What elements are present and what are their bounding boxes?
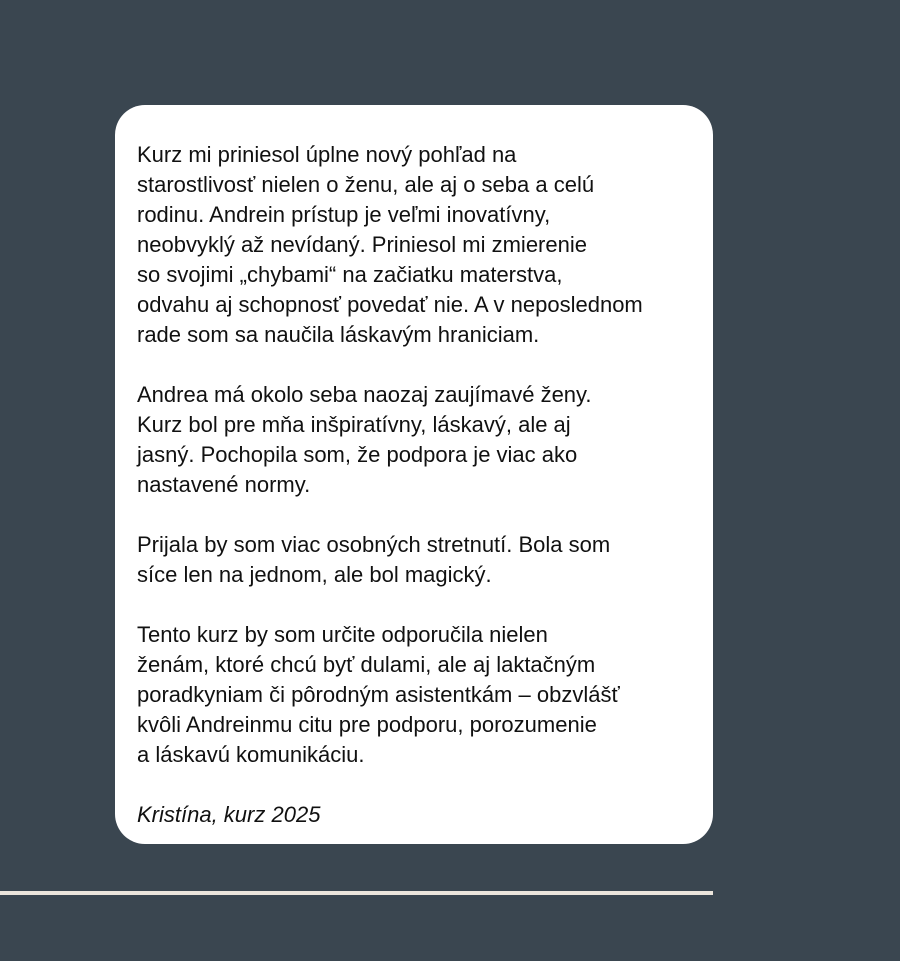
testimonial-paragraph-4: Tento kurz by som určite odporučila nielen ženám, ktoré chcú byť dulami, ale aj laktačným poradkyniam či pôrodným asistentkám – obzvlášť kvôli Andreinmu citu pre podporu, porozumenie a láskavú komunikáciu. [137,622,620,767]
testimonial-card [115,105,713,844]
testimonial-signature: Kristína, kurz 2025 [137,802,321,827]
divider-line [0,891,713,895]
testimonial-paragraph-2: Andrea má okolo seba naozaj zaujímavé ženy. Kurz bol pre mňa inšpiratívny, láskavý, ale aj jasný. Pochopila som, že podpora je viac ako nastavené normy. [137,382,592,497]
testimonial-paragraph-1: Kurz mi priniesol úplne nový pohľad na starostlivosť nielen o ženu, ale aj o seba a celú rodinu. Andrein prístup je veľmi inovatívny, neobvyklý až nevídaný. Priniesol mi zmierenie so svojimi „chybami“ na začiatku materstva, odvahu aj schopnosť povedať nie. A v neposlednom rade som sa naučila láskavým hraniciam. [137,142,643,347]
testimonial-paragraph-3: Prijala by som viac osobných stretnutí. Bola som síce len na jednom, ale bol magický. [137,532,611,587]
